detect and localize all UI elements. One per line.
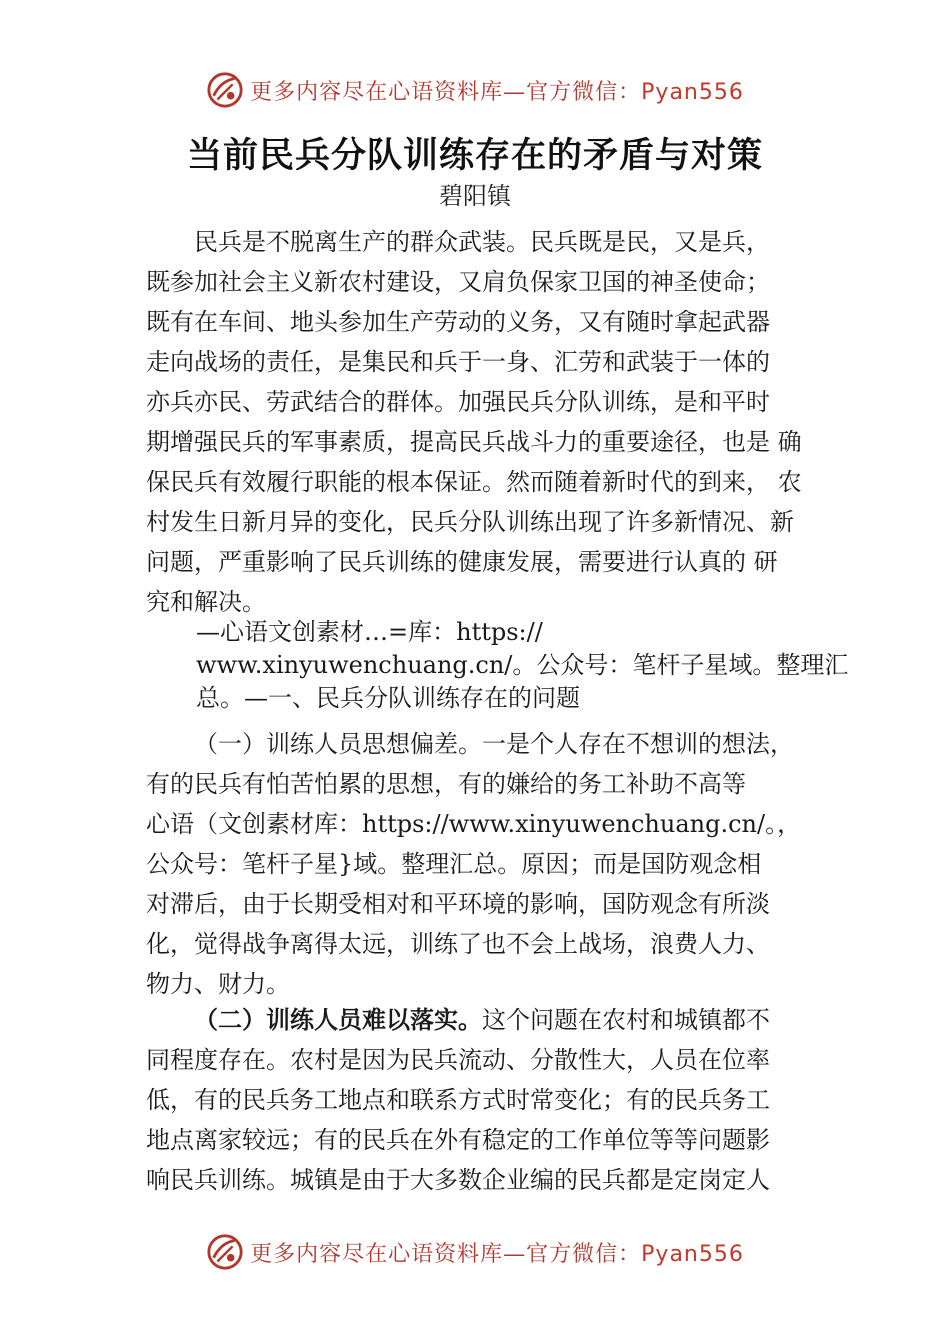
xinyu-logo-icon — [206, 1233, 244, 1271]
text-line: www.xinyuwenchuang.cn/。公众号：笔杆子星域。整理汇 — [196, 651, 849, 679]
banner-wechat-id: Pyan556 — [641, 1241, 744, 1267]
text-line: 化，觉得战争离得太远，训练了也不会上战场，浪费人力、 — [146, 930, 770, 958]
text-line: 地点离家较远；有的民兵在外有稳定的工作单位等等问题影 — [146, 1126, 770, 1154]
text-line: 民兵是不脱离生产的群众武装。民兵既是民，又是兵， — [194, 228, 770, 256]
text-line: 同程度存在。农村是因为民兵流动、分散性大，人员在位率 — [146, 1046, 770, 1074]
xinyu-logo-icon — [206, 71, 244, 109]
paragraph-source-note — [196, 616, 849, 715]
text-line: 既有在车间、地头参加生产劳动的义务，又有随时拿起武器 — [146, 308, 770, 336]
text-line: —心语文创素材…=库：https:// — [196, 618, 543, 646]
text-line: 期增强民兵的军事素质，提高民兵战斗力的重要途径，也是 确 — [146, 428, 802, 456]
text-line: 村发生日新月异的变化，民兵分队训练出现了许多新情况、新 — [146, 508, 794, 536]
banner-text: 更多内容尽在心语资料库—官方微信：Pyan556 — [250, 79, 744, 105]
text-line: 总。—一、民兵分队训练存在的问题 — [196, 684, 580, 712]
paragraph-section-1 — [146, 724, 836, 1004]
banner-wechat-id: Pyan556 — [641, 79, 744, 105]
text-line: 有的民兵有怕苦怕累的思想，有的嫌给的务工补助不高等 — [146, 770, 746, 798]
text-line: 走向战场的责任，是集民和兵于一身、汇劳和武装于一体的 — [146, 348, 770, 376]
text-line: （一）训练人员思想偏差。一是个人存在不想训的想法， — [194, 730, 794, 758]
text-line: 既参加社会主义新农村建设，又肩负保家卫国的神圣使命； — [146, 268, 770, 296]
text-line: 物力、财力。 — [146, 970, 290, 998]
text-line: 究和解决。 — [146, 588, 266, 616]
banner-text: 更多内容尽在心语资料库—官方微信：Pyan556 — [250, 1241, 744, 1267]
text-line: （二）训练人员难以落实。这个问题在农村和城镇都不 — [194, 1005, 770, 1034]
author: 碧阳镇 — [439, 182, 511, 210]
section-heading: （二）训练人员难以落实。 — [194, 1005, 482, 1034]
text-line: 低，有的民兵务工地点和联系方式时常变化；有的民兵务工 — [146, 1086, 770, 1114]
paragraph-section-2 — [146, 1000, 836, 1200]
header-banner — [0, 68, 950, 112]
footer-banner — [0, 1230, 950, 1274]
text-line: 公众号：笔杆子星}域。整理汇总。原因；而是国防观念相 — [146, 850, 762, 878]
text-line: 问题，严重影响了民兵训练的健康发展，需要进行认真的 研 — [146, 548, 778, 576]
text-line: 心语（文创素材库：https://www.xinyuwenchuang.cn/。， — [146, 810, 802, 838]
paragraph-intro — [146, 222, 836, 622]
text-line: 亦兵亦民、劳武结合的群体。加强民兵分队训练，是和平时 — [146, 388, 770, 416]
page-title: 当前民兵分队训练存在的矛盾与对策 — [186, 136, 763, 176]
text-line: 响民兵训练。城镇是由于大多数企业编的民兵都是定岗定人 — [146, 1166, 770, 1194]
text-line: 对滞后，由于长期受相对和平环境的影响，国防观念有所淡 — [146, 890, 770, 918]
text-line: 保民兵有效履行职能的根本保证。然而随着新时代的到来， 农 — [146, 468, 802, 496]
